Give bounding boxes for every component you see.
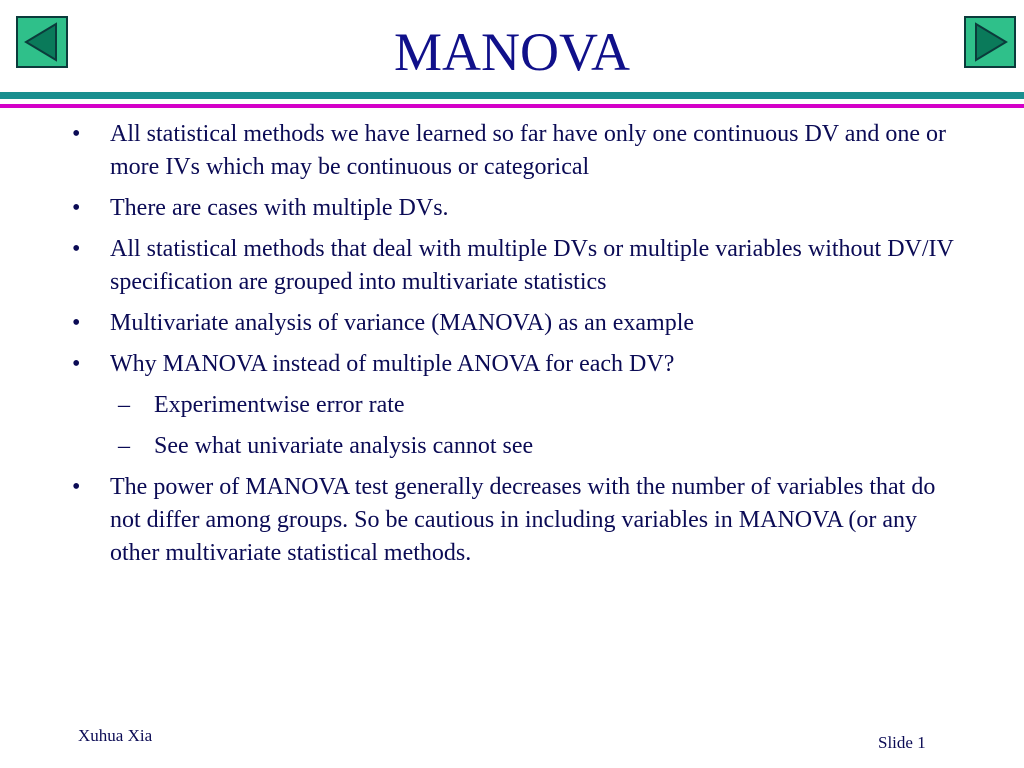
slide-title: MANOVA (393, 22, 631, 82)
title-divider-teal (0, 92, 1024, 99)
sub-bullet-item (0, 430, 1024, 463)
sub-bullet-marker: – (118, 433, 130, 459)
bullet-item (0, 348, 1024, 381)
bullet-item (0, 118, 1024, 184)
bullet-list (0, 118, 1024, 578)
title-divider-magenta (0, 104, 1024, 108)
sub-bullet-item (0, 389, 1024, 422)
bullet-text: The power of MANOVA test generally decreases with the number of variables that do not differ among groups. So be cautious in including variables in MANOVA (or any other multivariate statistical methods. (110, 474, 936, 566)
bullet-item (0, 192, 1024, 225)
bullet-item (0, 471, 1024, 570)
bullet-item (0, 233, 1024, 299)
bullet-text: There are cases with multiple DVs. (110, 195, 449, 221)
bullet-text: Why MANOVA instead of multiple ANOVA for each DV? (110, 351, 675, 377)
bullet-marker: • (72, 474, 81, 500)
bullet-marker: • (72, 236, 81, 262)
sub-bullet-text: Experimentwise error rate (154, 392, 405, 418)
sub-bullet-marker: – (118, 392, 130, 418)
bullet-marker: • (72, 121, 81, 147)
footer-slide-number: Slide 1 (878, 733, 926, 752)
bullet-item (0, 307, 1024, 340)
footer-author: Xuhua Xia (78, 726, 153, 745)
sub-bullet-text: See what univariate analysis cannot see (154, 433, 534, 459)
bullet-marker: • (72, 351, 81, 377)
bullet-text: Multivariate analysis of variance (MANOVA) as an example (110, 310, 695, 336)
bullet-marker: • (72, 310, 81, 336)
bullet-text: All statistical methods we have learned so far have only one continuous DV and one or more IVs which may be continuous or categorical (110, 121, 947, 180)
bullet-marker: • (72, 195, 81, 221)
bullet-text: All statistical methods that deal with multiple DVs or multiple variables without DV/IV specification are grouped into multivariate statistics (110, 236, 954, 295)
